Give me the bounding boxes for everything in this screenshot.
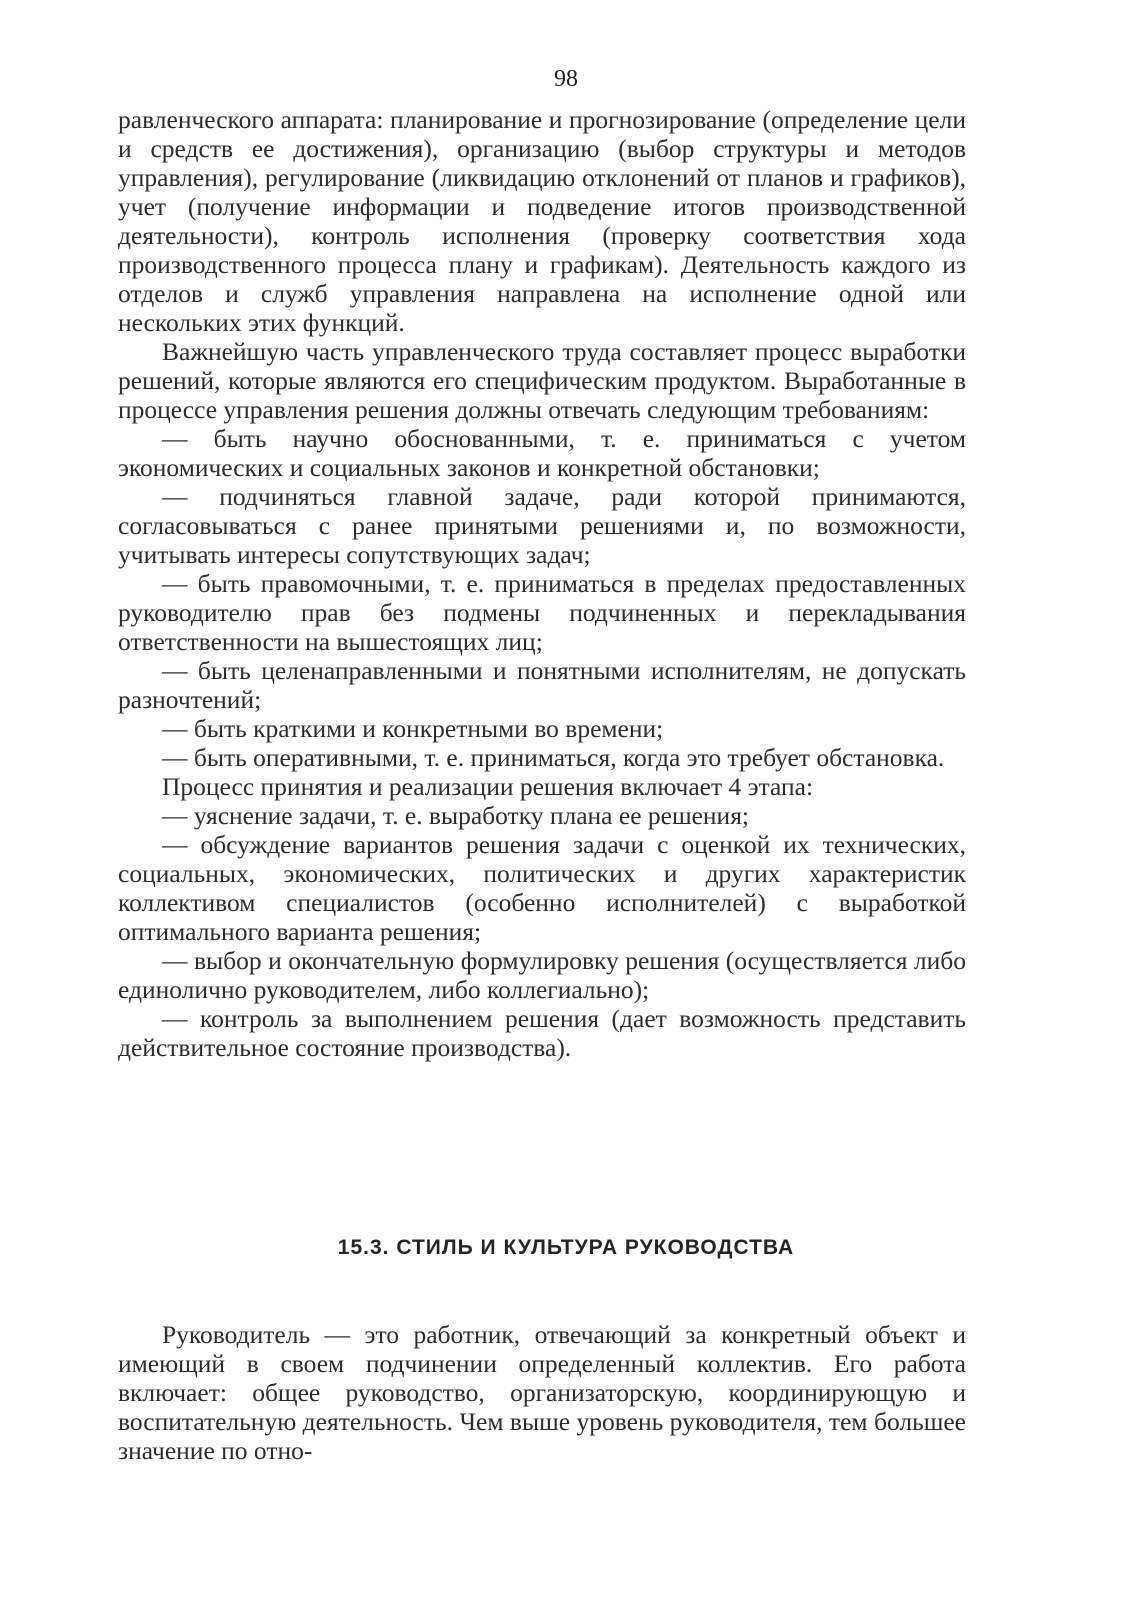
body-text-upper [118, 105, 966, 1062]
paragraph: Руководитель — это работник, отвечающий за конкретный объект и имеющий в своем подчинении определенный коллектив. Его работа включает: общее руководство, организаторскую, координирующую и воспитательную деятельность. Чем выше уровень руководителя, тем большее значение по отно- [118, 1320, 966, 1465]
list-item: — уяснение задачи, т. е. выработку плана ее решения; [162, 801, 750, 830]
paragraph: Процесс принятия и реализации решения включает 4 этапа: [162, 772, 814, 801]
list-item: — контроль за выполнением решения (дает возможность представить действительное состояние производства). [118, 1004, 966, 1062]
list-item: — быть целенаправленными и понятными исполнителям, не допускать разночтений; [118, 656, 966, 714]
list-item: — быть краткими и конкретными во времени; [162, 714, 664, 743]
body-text-lower [118, 1320, 966, 1465]
list-item: — обсуждение вариантов решения задачи с оценкой их технических, социальных, экономических, политических и других характеристик коллективом специалистов (особенно исполнителей) с выработкой оптимального варианта решения; [118, 830, 966, 946]
section-heading: 15.3. СТИЛЬ И КУЛЬТУРА РУКОВОДСТВА [337, 1236, 795, 1259]
list-item: — быть правомочными, т. е. приниматься в пределах предоставленных руководителю прав без подмены подчиненных и перекладывания ответственности на вышестоящих лиц; [118, 569, 966, 656]
list-item: — подчиняться главной задаче, ради которой принимаются, согласовываться с ранее принятыми решениями и, по возможности, учитывать интересы сопутствующих задач; [118, 482, 966, 569]
page-number: 98 [554, 66, 578, 92]
paragraph: равленческого аппарата: планирование и прогнозирование (определение цели и средств ее достижения), организацию (выбор структуры и методов управления), регулирование (ликвидацию отклонений от планов и графиков), учет (получение информации и подведение итогов производственной деятельности), контроль исполнения (проверку соответствия хода производственного процесса плану и графикам). Деятельность каждого из отделов и служб управления направлена на исполнение одной или нескольких этих функций. [118, 105, 966, 337]
list-item: — быть оперативными, т. е. приниматься, когда это требует обстановка. [162, 743, 945, 772]
list-item: — быть научно обоснованными, т. е. приниматься с учетом экономических и социальных законов и конкретной обстановки; [118, 424, 966, 482]
list-item: — выбор и окончательную формулировку решения (осуществляется либо единолично руководителем, либо коллегиально); [118, 946, 966, 1004]
paragraph: Важнейшую часть управленческого труда составляет процесс выработки решений, которые являются его специфическим продуктом. Выработанные в процессе управления решения должны отвечать следующим требованиям: [118, 337, 966, 424]
